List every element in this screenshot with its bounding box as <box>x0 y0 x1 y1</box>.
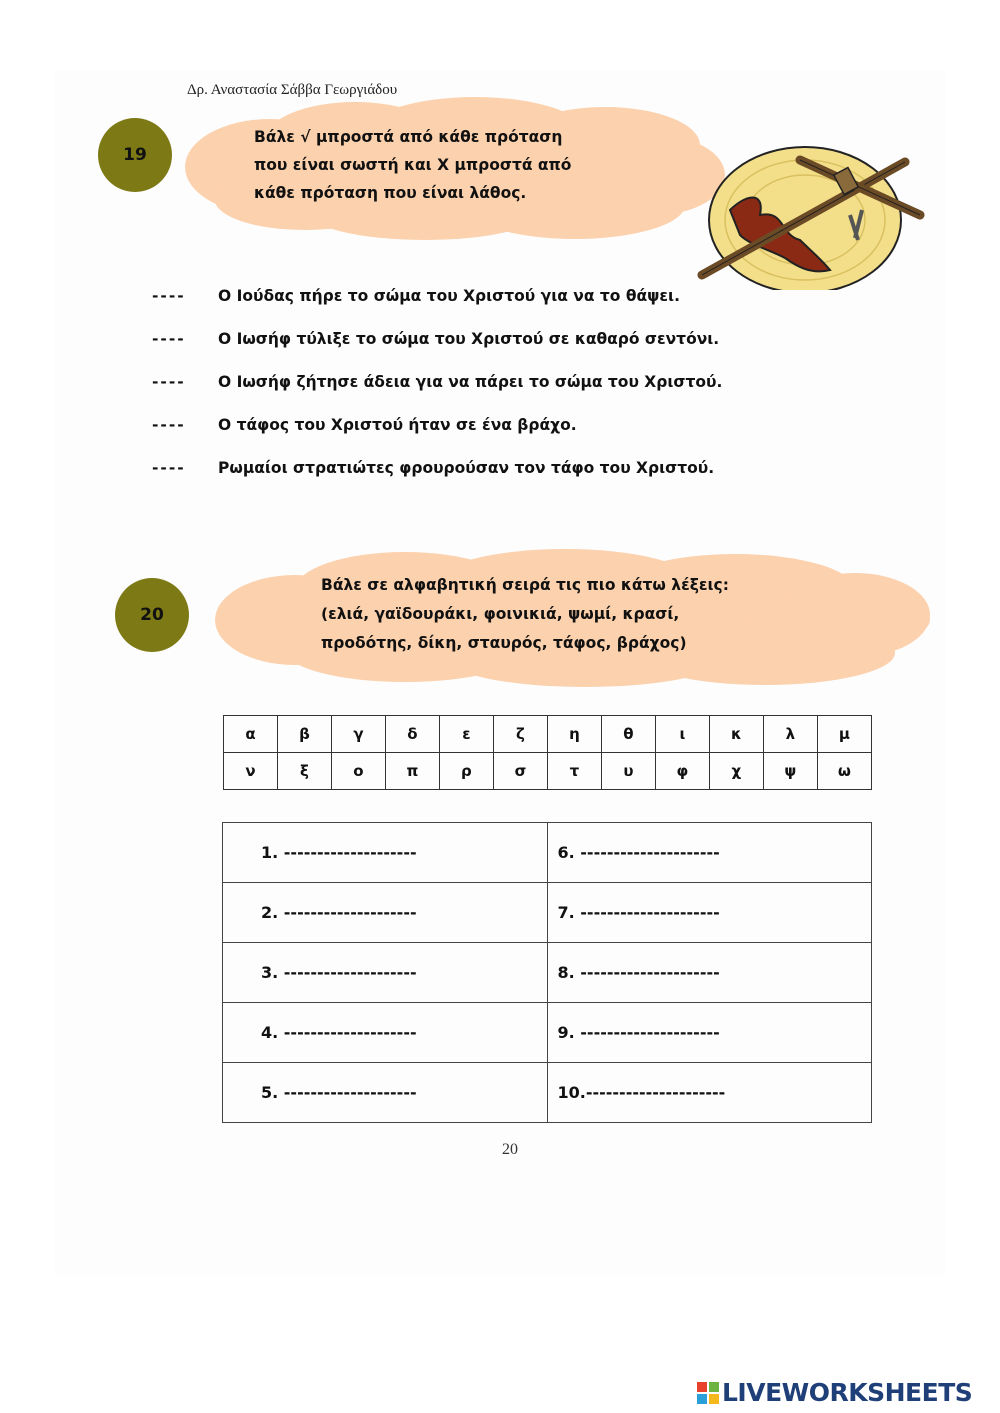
letter-cell: ξ <box>277 753 331 790</box>
page-number: 20 <box>502 1141 518 1158</box>
logo-icon <box>697 1382 719 1404</box>
answer-blank[interactable]: ---- <box>152 416 186 434</box>
brand-name: LIVEWORKSHEETS <box>722 1378 973 1407</box>
answer-row <box>223 943 872 1003</box>
statement-3[interactable] <box>152 373 722 391</box>
answer-blank[interactable]: ---- <box>152 287 186 305</box>
statement-text: Ο Ιωσήφ τύλιξε το σώμα του Χριστού σε καθαρό σεντόνι. <box>218 330 720 348</box>
answer-field-5[interactable]: 5. -------------------- <box>223 1063 548 1123</box>
answer-field-1[interactable]: 1. -------------------- <box>223 823 548 883</box>
letter-cell: η <box>547 716 601 753</box>
letter-cell: ι <box>655 716 709 753</box>
statement-text: Ο Ιωσήφ ζήτησε άδεια για να πάρει το σώμα του Χριστού. <box>218 373 723 391</box>
answer-field-10[interactable]: 10.--------------------- <box>547 1063 872 1123</box>
answer-blank[interactable]: ---- <box>152 459 186 477</box>
liveworksheets-logo[interactable] <box>697 1378 972 1407</box>
letter-cell: ζ <box>493 716 547 753</box>
letter-cell: χ <box>709 753 763 790</box>
statement-text: Ρωμαίοι στρατιώτες φρουρούσαν τον τάφο του Χριστού. <box>218 459 715 477</box>
letter-cell: μ <box>817 716 871 753</box>
exercise-20-badge: 20 <box>115 578 189 652</box>
exercise-20-instruction <box>321 571 729 658</box>
letter-cell: π <box>385 753 439 790</box>
answer-field-6[interactable]: 6. --------------------- <box>547 823 872 883</box>
instruction-line: που είναι σωστή και Χ μπροστά από <box>254 156 572 174</box>
letter-cell: ω <box>817 753 871 790</box>
alphabet-row <box>224 753 872 790</box>
letter-cell: γ <box>331 716 385 753</box>
answer-field-4[interactable]: 4. -------------------- <box>223 1003 548 1063</box>
letter-cell: κ <box>709 716 763 753</box>
letter-cell: β <box>277 716 331 753</box>
alphabet-row <box>224 716 872 753</box>
letter-cell: α <box>224 716 278 753</box>
answer-blank[interactable]: ---- <box>152 330 186 348</box>
statement-2[interactable] <box>152 330 719 348</box>
statement-text: Ο τάφος του Χριστού ήταν σε ένα βράχο. <box>218 416 577 434</box>
letter-cell: ε <box>439 716 493 753</box>
instruction-line: Βάλε √ μπροστά από κάθε πρόταση <box>254 128 563 146</box>
answer-table <box>222 822 872 1123</box>
statement-text: Ο Ιούδας πήρε το σώμα του Χριστού για να το θάψει. <box>218 287 680 305</box>
letter-cell: ψ <box>763 753 817 790</box>
answer-row <box>223 1003 872 1063</box>
answer-blank[interactable]: ---- <box>152 373 186 391</box>
answer-field-9[interactable]: 9. --------------------- <box>547 1003 872 1063</box>
letter-cell: ρ <box>439 753 493 790</box>
cross-with-nails-illustration <box>690 140 925 290</box>
answer-field-7[interactable]: 7. --------------------- <box>547 883 872 943</box>
answer-row <box>223 883 872 943</box>
exercise-19-instruction <box>254 123 571 207</box>
letter-cell: σ <box>493 753 547 790</box>
statement-1[interactable] <box>152 287 680 305</box>
letter-cell: υ <box>601 753 655 790</box>
statement-4[interactable] <box>152 416 577 434</box>
letter-cell: φ <box>655 753 709 790</box>
letter-cell: θ <box>601 716 655 753</box>
instruction-line: (ελιά, γαϊδουράκι, φοινικιά, ψωμί, κρασί, <box>321 605 680 623</box>
answer-field-3[interactable]: 3. -------------------- <box>223 943 548 1003</box>
statement-5[interactable] <box>152 459 714 477</box>
exercise-19-badge: 19 <box>98 118 172 192</box>
alphabet-table <box>223 715 872 790</box>
answer-row <box>223 823 872 883</box>
instruction-line: Βάλε σε αλφαβητική σειρά τις πιο κάτω λέξεις: <box>321 576 729 594</box>
letter-cell: τ <box>547 753 601 790</box>
instruction-line: προδότης, δίκη, σταυρός, τάφος, βράχος) <box>321 634 687 652</box>
letter-cell: δ <box>385 716 439 753</box>
answer-row <box>223 1063 872 1123</box>
instruction-line: κάθε πρόταση που είναι λάθος. <box>254 184 527 202</box>
letter-cell: λ <box>763 716 817 753</box>
letter-cell: ο <box>331 753 385 790</box>
author-name: Δρ. Αναστασία Σάββα Γεωργιάδου <box>187 82 398 98</box>
answer-field-2[interactable]: 2. -------------------- <box>223 883 548 943</box>
letter-cell: ν <box>224 753 278 790</box>
answer-field-8[interactable]: 8. --------------------- <box>547 943 872 1003</box>
